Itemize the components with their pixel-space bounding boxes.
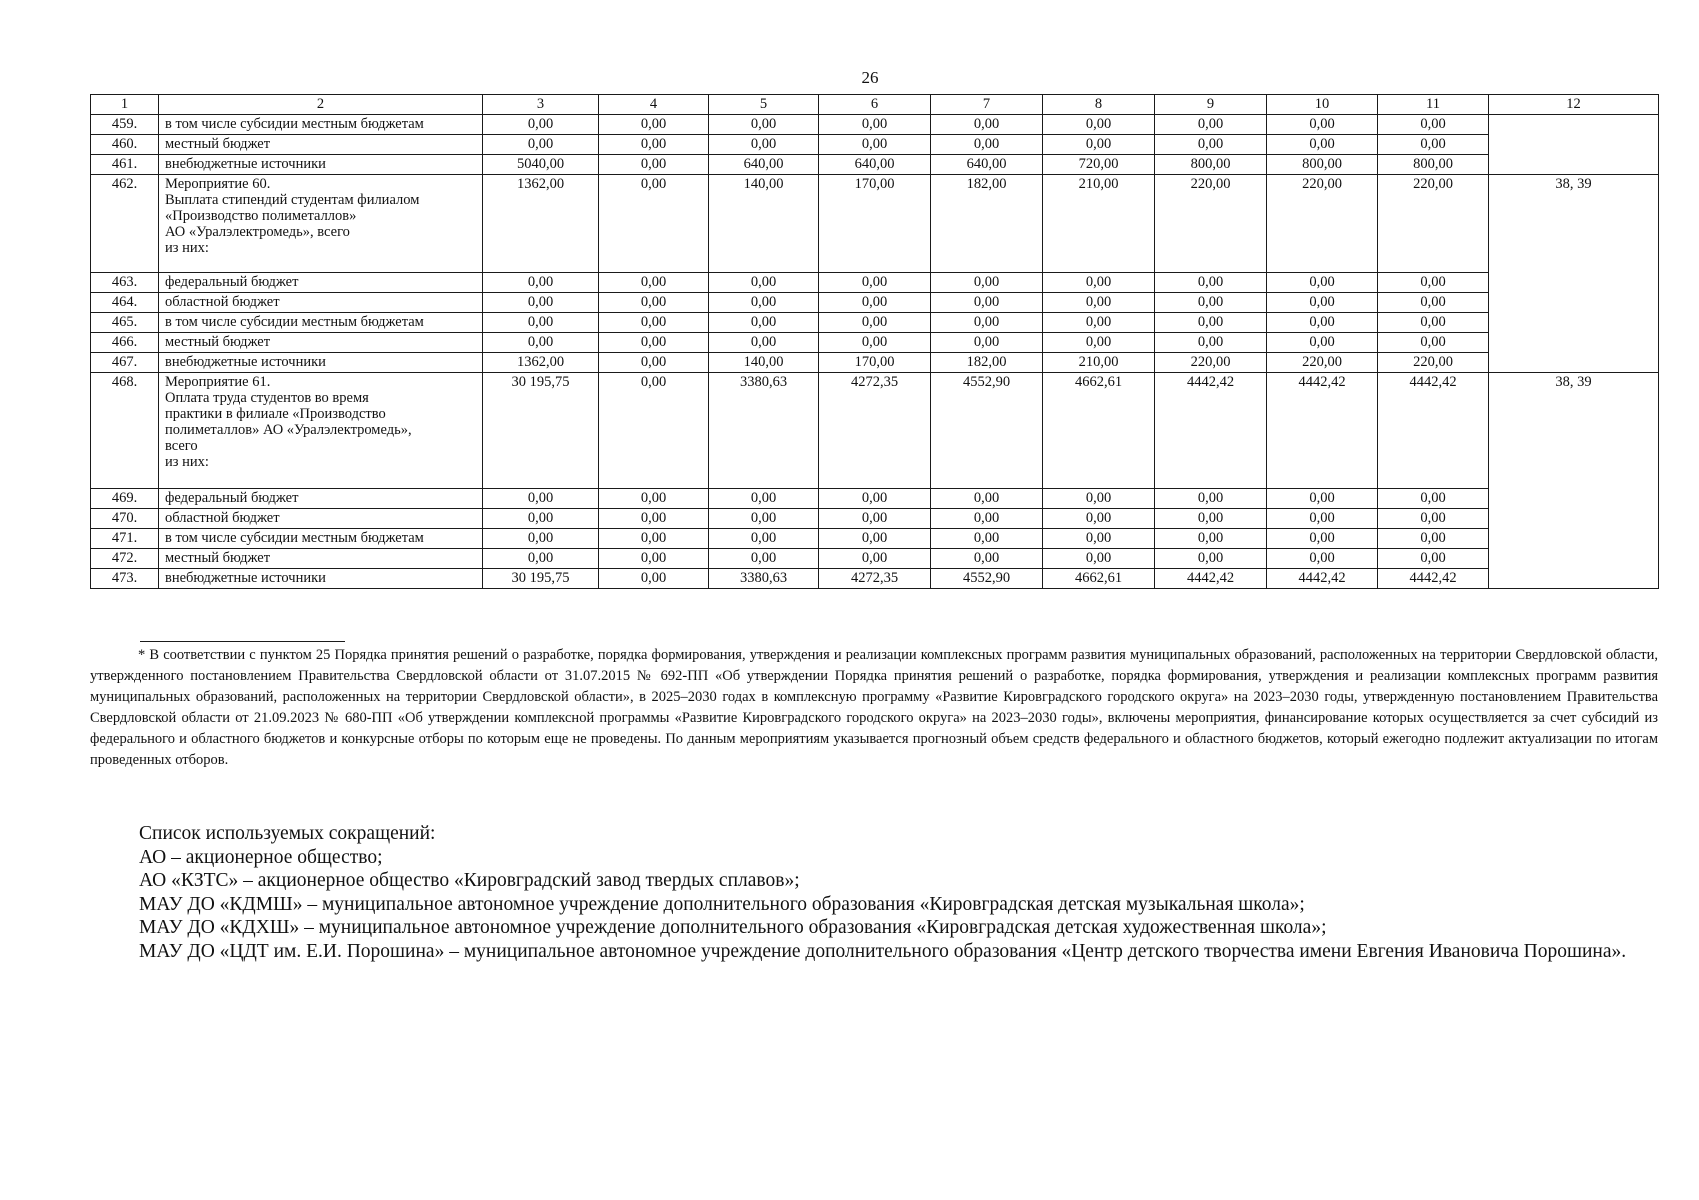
table-row (91, 353, 1659, 373)
table-row (91, 569, 1659, 589)
column-header-5: 5 (709, 95, 819, 115)
row-description (159, 135, 483, 155)
value-cell-col-8: 4662,61 (1043, 373, 1155, 489)
row-number: 465. (91, 313, 159, 333)
value-cell-col-10: 0,00 (1267, 549, 1378, 569)
value-cell-col-9: 4442,42 (1155, 569, 1267, 589)
value-cell-col-9: 220,00 (1155, 175, 1267, 273)
row-description (159, 489, 483, 509)
value-cell-col-11: 220,00 (1378, 353, 1489, 373)
column-header-7: 7 (931, 95, 1043, 115)
value-cell-col-3: 0,00 (483, 313, 599, 333)
value-cell-col-4: 0,00 (599, 135, 709, 155)
value-cell-col-3: 0,00 (483, 135, 599, 155)
description-line: из них: (165, 454, 209, 470)
description-line: внебюджетные источники (165, 570, 326, 586)
value-cell-col-3: 30 195,75 (483, 569, 599, 589)
column-header-1: 1 (91, 95, 159, 115)
value-cell-col-7: 0,00 (931, 273, 1043, 293)
value-cell-col-4: 0,00 (599, 549, 709, 569)
description-line: АО «Уралэлектромедь», всего (165, 224, 350, 240)
description-line: федеральный бюджет (165, 274, 299, 290)
row-number: 466. (91, 333, 159, 353)
value-cell-col-10: 0,00 (1267, 509, 1378, 529)
value-cell-col-6: 0,00 (819, 549, 931, 569)
value-cell-col-10: 0,00 (1267, 135, 1378, 155)
value-cell-col-10: 0,00 (1267, 293, 1378, 313)
column-header-11: 11 (1378, 95, 1489, 115)
value-cell-col-7: 182,00 (931, 175, 1043, 273)
row-description (159, 529, 483, 549)
value-cell-col-3: 1362,00 (483, 175, 599, 273)
row-number: 460. (91, 135, 159, 155)
description-line: в том числе субсидии местным бюджетам (165, 314, 424, 330)
value-cell-col-7: 0,00 (931, 509, 1043, 529)
value-cell-col-9: 0,00 (1155, 273, 1267, 293)
value-cell-col-11: 0,00 (1378, 549, 1489, 569)
column-12-cell: 38, 39 (1489, 175, 1659, 373)
footnote: * В соответствии с пунктом 25 Порядка принятия решений о разработке, порядка формирования, утверждения и реализации комплексных программ развития муниципальных образований, расположенных на территории Свердловской области, утвержденного постановлением Правительства Свердловской области от 31.07.2015 № 692-ПП «Об утверждении Порядка принятия решений о разработке, порядка формирования, утверждения и реализации комплексных программ развития муниципальных образований, расположенных на территории Свердловской области», в 2025–2030 годах в комплексную программу «Развитие Кировградского городского округа» на 2023–2030 годы, утвержденную постановлением Правительства Свердловской области от 21.09.2023 № 680-ПП «Об утверждении комплексной программы «Развитие Кировградского городского округа» на 2023–2030 годы», включены мероприятия, финансирование которых осуществляется за счет субсидий из федерального и областного бюджетов и конкурсные отборы по которым еще не проведены. По данным мероприятиям указывается прогнозный объем средств федерального и областного бюджетов, который ежегодно подлежит актуализации по итогам проведенных отборов. (90, 647, 1658, 768)
description-line: местный бюджет (165, 136, 271, 152)
value-cell-col-8: 210,00 (1043, 353, 1155, 373)
value-cell-col-6: 0,00 (819, 489, 931, 509)
table-row (91, 549, 1659, 569)
row-number: 473. (91, 569, 159, 589)
page-number: 26 (861, 68, 879, 87)
description-line: всего (165, 438, 198, 454)
value-cell-col-5: 0,00 (709, 549, 819, 569)
value-cell-col-8: 0,00 (1043, 293, 1155, 313)
value-cell-col-9: 0,00 (1155, 313, 1267, 333)
row-number: 468. (91, 373, 159, 489)
value-cell-col-6: 0,00 (819, 293, 931, 313)
value-cell-col-8: 4662,61 (1043, 569, 1155, 589)
value-cell-col-6: 640,00 (819, 155, 931, 175)
value-cell-col-5: 140,00 (709, 175, 819, 273)
column-header-3: 3 (483, 95, 599, 115)
description-line: Мероприятие 60. (165, 176, 271, 192)
value-cell-col-5: 0,00 (709, 529, 819, 549)
abbreviation-item: АО – акционерное общество; (139, 846, 383, 868)
value-cell-col-6: 0,00 (819, 529, 931, 549)
row-description (159, 175, 483, 273)
description-line: в том числе субсидии местным бюджетам (165, 116, 424, 132)
value-cell-col-7: 640,00 (931, 155, 1043, 175)
column-header-4: 4 (599, 95, 709, 115)
abbreviation-item: МАУ ДО «КДХШ» – муниципальное автономное учреждение дополнительного образования «Кировградская детская художественная школа»; (139, 917, 1327, 938)
row-number: 471. (91, 529, 159, 549)
row-description (159, 353, 483, 373)
value-cell-col-4: 0,00 (599, 273, 709, 293)
row-number: 459. (91, 115, 159, 135)
value-cell-col-11: 800,00 (1378, 155, 1489, 175)
value-cell-col-4: 0,00 (599, 155, 709, 175)
value-cell-col-8: 0,00 (1043, 135, 1155, 155)
row-description (159, 549, 483, 569)
description-line: областной бюджет (165, 510, 280, 526)
table-row (91, 175, 1659, 273)
table-row (91, 333, 1659, 353)
abbreviation-item: МАУ ДО «ЦДТ им. Е.И. Порошина» – муниципальное автономное учреждение дополнительного образования «Центр детского творчества имени Евгения Ивановича Порошина». (139, 940, 1627, 962)
value-cell-col-9: 800,00 (1155, 155, 1267, 175)
row-number: 464. (91, 293, 159, 313)
row-number: 472. (91, 549, 159, 569)
value-cell-col-3: 1362,00 (483, 353, 599, 373)
value-cell-col-9: 0,00 (1155, 333, 1267, 353)
row-description (159, 313, 483, 333)
row-description (159, 155, 483, 175)
value-cell-col-4: 0,00 (599, 569, 709, 589)
abbreviations-title: Список используемых сокращений: (139, 823, 436, 844)
value-cell-col-8: 0,00 (1043, 489, 1155, 509)
value-cell-col-5: 640,00 (709, 155, 819, 175)
value-cell-col-9: 0,00 (1155, 135, 1267, 155)
row-description (159, 569, 483, 589)
value-cell-col-9: 0,00 (1155, 549, 1267, 569)
value-cell-col-3: 0,00 (483, 293, 599, 313)
value-cell-col-10: 0,00 (1267, 313, 1378, 333)
value-cell-col-11: 0,00 (1378, 509, 1489, 529)
table-row (91, 529, 1659, 549)
row-number: 467. (91, 353, 159, 373)
value-cell-col-7: 0,00 (931, 333, 1043, 353)
table-row (91, 489, 1659, 509)
value-cell-col-5: 0,00 (709, 135, 819, 155)
table-row (91, 509, 1659, 529)
value-cell-col-3: 0,00 (483, 509, 599, 529)
column-12-cell (1489, 115, 1659, 175)
value-cell-col-11: 0,00 (1378, 333, 1489, 353)
value-cell-col-8: 0,00 (1043, 509, 1155, 529)
abbreviation-item: АО «КЗТС» – акционерное общество «Кировградский завод твердых сплавов»; (139, 870, 800, 891)
value-cell-col-4: 0,00 (599, 489, 709, 509)
value-cell-col-6: 0,00 (819, 313, 931, 333)
column-header-6: 6 (819, 95, 931, 115)
value-cell-col-5: 0,00 (709, 509, 819, 529)
value-cell-col-8: 0,00 (1043, 313, 1155, 333)
description-line: федеральный бюджет (165, 490, 299, 506)
value-cell-col-7: 0,00 (931, 529, 1043, 549)
value-cell-col-6: 0,00 (819, 509, 931, 529)
value-cell-col-9: 0,00 (1155, 509, 1267, 529)
value-cell-col-11: 4442,42 (1378, 569, 1489, 589)
column-header-9: 9 (1155, 95, 1267, 115)
value-cell-col-11: 0,00 (1378, 489, 1489, 509)
value-cell-col-5: 3380,63 (709, 373, 819, 489)
value-cell-col-3: 0,00 (483, 549, 599, 569)
table-row (91, 155, 1659, 175)
row-description (159, 273, 483, 293)
value-cell-col-9: 0,00 (1155, 489, 1267, 509)
table-row (91, 373, 1659, 489)
value-cell-col-4: 0,00 (599, 333, 709, 353)
value-cell-col-4: 0,00 (599, 509, 709, 529)
value-cell-col-4: 0,00 (599, 313, 709, 333)
value-cell-col-6: 0,00 (819, 273, 931, 293)
value-cell-col-3: 0,00 (483, 529, 599, 549)
value-cell-col-4: 0,00 (599, 293, 709, 313)
value-cell-col-9: 4442,42 (1155, 373, 1267, 489)
value-cell-col-5: 140,00 (709, 353, 819, 373)
table-header (91, 95, 1659, 115)
description-line: из них: (165, 240, 209, 256)
value-cell-col-6: 0,00 (819, 135, 931, 155)
table-header-row (91, 95, 1659, 115)
description-line: Выплата стипендий студентам филиалом (165, 192, 420, 208)
value-cell-col-5: 0,00 (709, 115, 819, 135)
abbreviations-list (139, 822, 1669, 963)
table-body (91, 115, 1659, 589)
value-cell-col-11: 0,00 (1378, 273, 1489, 293)
value-cell-col-4: 0,00 (599, 115, 709, 135)
value-cell-col-3: 5040,00 (483, 155, 599, 175)
value-cell-col-8: 0,00 (1043, 529, 1155, 549)
value-cell-col-9: 0,00 (1155, 115, 1267, 135)
description-line: в том числе субсидии местным бюджетам (165, 530, 424, 546)
value-cell-col-8: 0,00 (1043, 549, 1155, 569)
value-cell-col-10: 0,00 (1267, 489, 1378, 509)
value-cell-col-11: 0,00 (1378, 529, 1489, 549)
value-cell-col-4: 0,00 (599, 175, 709, 273)
footnote-rule (140, 641, 345, 642)
description-line: местный бюджет (165, 550, 271, 566)
description-line: Оплата труда студентов во время (165, 390, 369, 406)
value-cell-col-11: 0,00 (1378, 313, 1489, 333)
column-header-12: 12 (1489, 95, 1659, 115)
value-cell-col-6: 170,00 (819, 353, 931, 373)
description-line: «Производство полиметаллов» (165, 208, 357, 224)
description-line: внебюджетные источники (165, 354, 326, 370)
row-number: 462. (91, 175, 159, 273)
value-cell-col-9: 220,00 (1155, 353, 1267, 373)
value-cell-col-6: 0,00 (819, 333, 931, 353)
value-cell-col-5: 0,00 (709, 293, 819, 313)
description-line: внебюджетные источники (165, 156, 326, 172)
value-cell-col-7: 0,00 (931, 115, 1043, 135)
table-row (91, 273, 1659, 293)
row-description (159, 293, 483, 313)
value-cell-col-11: 4442,42 (1378, 373, 1489, 489)
value-cell-col-3: 0,00 (483, 489, 599, 509)
table-row (91, 313, 1659, 333)
value-cell-col-10: 0,00 (1267, 529, 1378, 549)
value-cell-col-5: 0,00 (709, 489, 819, 509)
value-cell-col-7: 182,00 (931, 353, 1043, 373)
value-cell-col-7: 0,00 (931, 293, 1043, 313)
value-cell-col-11: 0,00 (1378, 135, 1489, 155)
row-number: 470. (91, 509, 159, 529)
description-line: практики в филиале «Производство (165, 406, 386, 422)
value-cell-col-10: 0,00 (1267, 273, 1378, 293)
row-description (159, 373, 483, 489)
description-line: Мероприятие 61. (165, 374, 271, 390)
value-cell-col-10: 220,00 (1267, 353, 1378, 373)
value-cell-col-10: 220,00 (1267, 175, 1378, 273)
column-header-8: 8 (1043, 95, 1155, 115)
table-row (91, 135, 1659, 155)
value-cell-col-4: 0,00 (599, 529, 709, 549)
description-line: областной бюджет (165, 294, 280, 310)
value-cell-col-10: 800,00 (1267, 155, 1378, 175)
row-number: 469. (91, 489, 159, 509)
value-cell-col-7: 0,00 (931, 549, 1043, 569)
value-cell-col-9: 0,00 (1155, 293, 1267, 313)
value-cell-col-10: 4442,42 (1267, 373, 1378, 489)
value-cell-col-5: 3380,63 (709, 569, 819, 589)
value-cell-col-7: 0,00 (931, 489, 1043, 509)
column-12-cell: 38, 39 (1489, 373, 1659, 589)
value-cell-col-9: 0,00 (1155, 529, 1267, 549)
row-description (159, 333, 483, 353)
description-line: местный бюджет (165, 334, 271, 350)
value-cell-col-3: 0,00 (483, 333, 599, 353)
value-cell-col-10: 4442,42 (1267, 569, 1378, 589)
value-cell-col-8: 0,00 (1043, 115, 1155, 135)
value-cell-col-4: 0,00 (599, 373, 709, 489)
value-cell-col-6: 0,00 (819, 115, 931, 135)
row-number: 461. (91, 155, 159, 175)
value-cell-col-11: 220,00 (1378, 175, 1489, 273)
row-number: 463. (91, 273, 159, 293)
value-cell-col-3: 30 195,75 (483, 373, 599, 489)
row-description (159, 509, 483, 529)
value-cell-col-5: 0,00 (709, 313, 819, 333)
value-cell-col-5: 0,00 (709, 333, 819, 353)
value-cell-col-11: 0,00 (1378, 293, 1489, 313)
column-header-10: 10 (1267, 95, 1378, 115)
budget-table (90, 94, 1659, 589)
table-row (91, 293, 1659, 313)
value-cell-col-5: 0,00 (709, 273, 819, 293)
value-cell-col-8: 0,00 (1043, 273, 1155, 293)
value-cell-col-3: 0,00 (483, 115, 599, 135)
value-cell-col-7: 0,00 (931, 313, 1043, 333)
abbreviation-item: МАУ ДО «КДМШ» – муниципальное автономное учреждение дополнительного образования «Кировградская детская музыкальная школа»; (139, 893, 1305, 915)
value-cell-col-10: 0,00 (1267, 333, 1378, 353)
value-cell-col-7: 0,00 (931, 135, 1043, 155)
value-cell-col-8: 210,00 (1043, 175, 1155, 273)
column-header-2: 2 (159, 95, 483, 115)
value-cell-col-6: 170,00 (819, 175, 931, 273)
value-cell-col-10: 0,00 (1267, 115, 1378, 135)
value-cell-col-7: 4552,90 (931, 373, 1043, 489)
value-cell-col-7: 4552,90 (931, 569, 1043, 589)
row-description (159, 115, 483, 135)
value-cell-col-11: 0,00 (1378, 115, 1489, 135)
description-line: полиметаллов» АО «Уралэлектромедь», (165, 422, 412, 438)
value-cell-col-8: 720,00 (1043, 155, 1155, 175)
table-row (91, 115, 1659, 135)
value-cell-col-3: 0,00 (483, 273, 599, 293)
value-cell-col-4: 0,00 (599, 353, 709, 373)
value-cell-col-6: 4272,35 (819, 373, 931, 489)
value-cell-col-8: 0,00 (1043, 333, 1155, 353)
value-cell-col-6: 4272,35 (819, 569, 931, 589)
